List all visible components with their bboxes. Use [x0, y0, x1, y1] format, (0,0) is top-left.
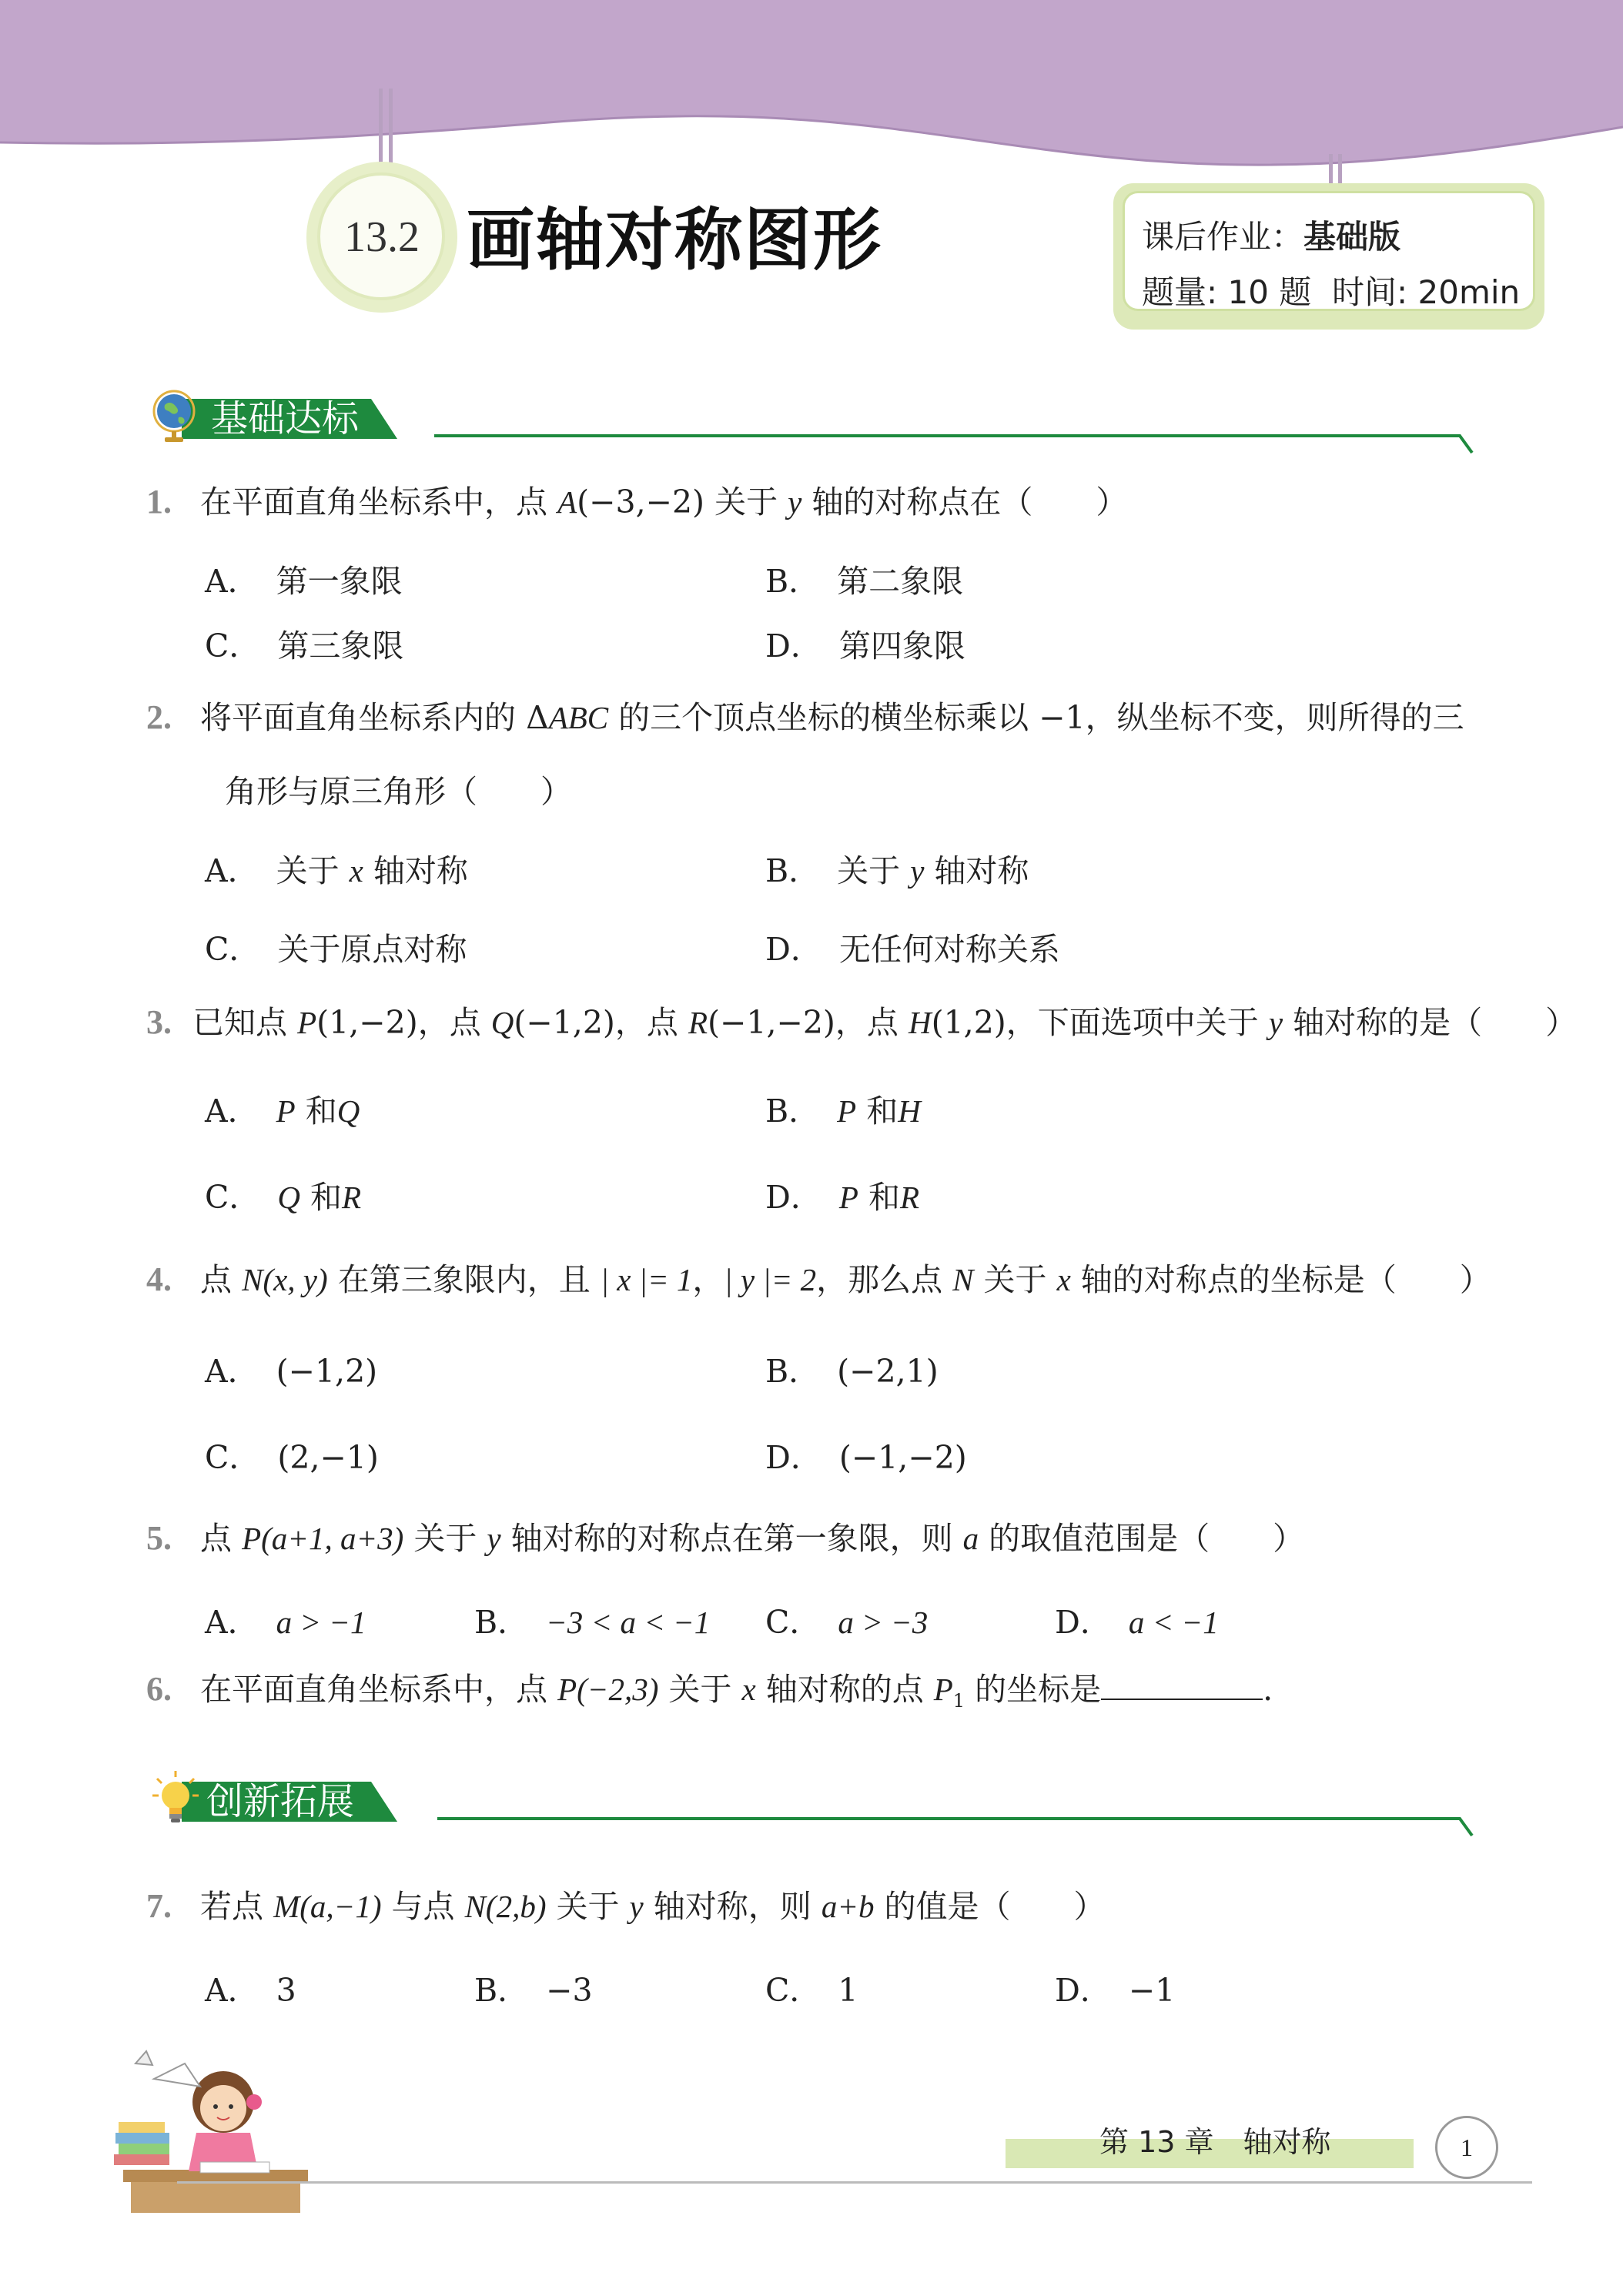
homework-meta: 题量: 10 题 时间: 20min: [1142, 273, 1521, 311]
section-title-extension: 创新拓展: [206, 1780, 355, 1823]
q4-option-d[interactable]: D． (−1,−2): [765, 1439, 967, 1476]
q7-option-a[interactable]: A． 3: [205, 1972, 296, 2009]
globe-icon: [151, 390, 197, 443]
page-number-circle: [1435, 2116, 1498, 2179]
q4-option-c[interactable]: C． (2,−1): [205, 1439, 379, 1476]
q2-option-a[interactable]: A． 关于 x 轴对称: [205, 852, 468, 889]
lightbulb-icon: [151, 1769, 200, 1826]
answer-blank[interactable]: [1101, 1668, 1263, 1700]
question-number: 1.: [146, 483, 172, 520]
q1-option-b[interactable]: B． 第二象限: [765, 563, 964, 600]
q2-option-b[interactable]: B． 关于 y 轴对称: [765, 852, 1029, 889]
homework-info-box: [1113, 183, 1544, 330]
q5-option-d[interactable]: D． a < −1: [1055, 1604, 1219, 1641]
question-4: 4. 点 N(x, y) 在第三象限内，且 | x |= 1，| y |= 2，那么点 N 关于 x 轴的对称点的坐标是（ ）: [146, 1260, 1491, 1298]
question-6: 6. 在平面直角坐标系中，点 P(−2,3) 关于 x 轴对称的点 $P_1$ 的坐标是 .: [146, 1668, 1273, 1722]
question-3: 3. 已知点 P(1,−2)，点 Q(−1,2)，点 R(−1,−2)，点 H(1,2)，下面选项中关于 y 轴对称的是（ ）: [146, 1003, 1578, 1041]
q1-option-a[interactable]: A． 第一象限: [205, 563, 403, 600]
page-title: 画轴对称图形: [467, 200, 883, 279]
q3-option-d[interactable]: D． P 和R: [765, 1179, 920, 1216]
question-2: 2. 将平面直角坐标系内的 ΔABC 的三个顶点坐标的横坐标乘以 −1，纵坐标不变，则所得的三: [146, 698, 1464, 736]
section-number: 13.2: [344, 213, 420, 261]
section-banner-basic: [151, 385, 1475, 462]
q1-option-c[interactable]: C． 第三象限: [205, 628, 404, 664]
student-illustration: [108, 2048, 323, 2225]
page-number: 1: [1461, 2134, 1473, 2161]
question-5: 5. 点 P(a+1, a+3) 关于 y 轴对称的对称点在第一象限，则 a 的取值范围是（ ）: [146, 1519, 1305, 1557]
q5-option-c[interactable]: C． a > −3: [765, 1604, 929, 1641]
section-number-badge: [306, 162, 457, 313]
q7-option-d[interactable]: D． −1: [1055, 1972, 1176, 2009]
q5-option-a[interactable]: A． a > −1: [205, 1604, 366, 1641]
question-2-line2: 角形与原三角形（ ）: [225, 773, 572, 810]
section-banner-extension: [151, 1768, 1475, 1845]
q7-option-b[interactable]: B． −3: [474, 1972, 593, 2009]
footer-chapter: 第 13 章 轴对称: [1099, 2125, 1331, 2159]
question-1: 1. 在平面直角坐标系中，点 A(−3,−2) 关于 y 轴的对称点在（ ）: [146, 483, 1128, 520]
q3-option-b[interactable]: B． P 和H: [765, 1093, 921, 1130]
q5-option-b[interactable]: B． −3 < a < −1: [474, 1604, 711, 1641]
homework-level: 基础版: [1303, 218, 1401, 256]
q7-option-c[interactable]: C． 1: [765, 1972, 858, 2009]
header-wave: [0, 0, 1623, 200]
q4-option-b[interactable]: B． (−2,1): [765, 1353, 939, 1390]
q2-option-c[interactable]: C． 关于原点对称: [205, 931, 467, 968]
question-7: 7. 若点 M(a,−1) 与点 N(2,b) 关于 y 轴对称，则 a+b 的值是（ ）: [146, 1887, 1106, 1925]
q3-option-a[interactable]: A． P 和Q: [205, 1093, 360, 1130]
q3-option-c[interactable]: C． Q 和R: [205, 1179, 362, 1216]
q2-option-d[interactable]: D． 无任何对称关系: [765, 931, 1060, 968]
section-title-basic: 基础达标: [211, 397, 360, 440]
q1-option-d[interactable]: D． 第四象限: [765, 628, 965, 664]
q4-option-a[interactable]: A． (−1,2): [205, 1353, 378, 1390]
homework-label: 课后作业：: [1142, 218, 1304, 256]
footer-rule: [177, 2181, 1532, 2184]
